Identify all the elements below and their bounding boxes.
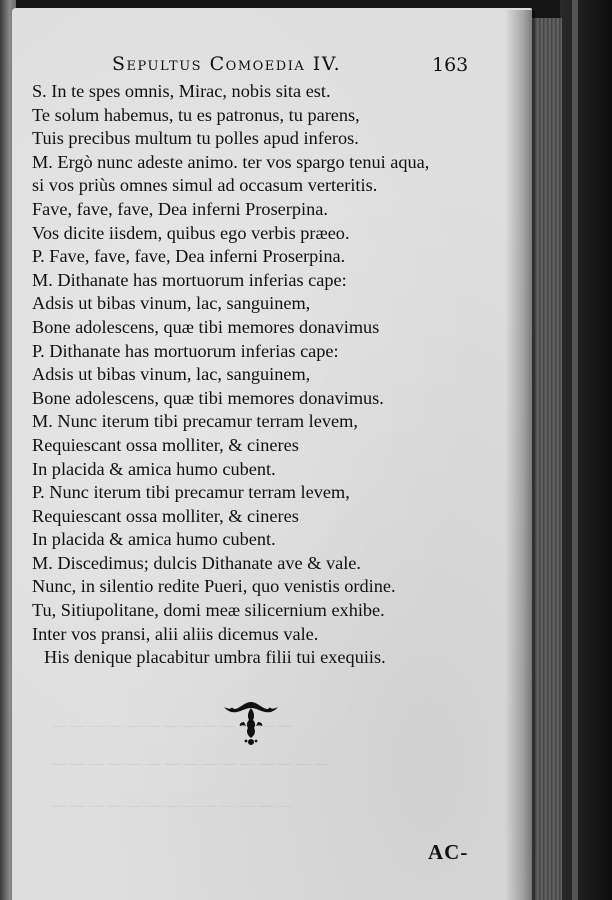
book-cover [560, 0, 612, 900]
text-line: Adsis ut bibas vinum, lac, sanguinem, [32, 293, 311, 314]
text-line: P. Dithanate has mortuorum inferias cape: [32, 340, 339, 361]
verse-text [32, 80, 512, 670]
text-line: M. Dithanate has mortuorum inferias cape: [32, 269, 347, 290]
text-line: Requiescant ossa molliter, & cineres [32, 505, 299, 526]
text-line: M. Nunc iterum tibi precamur terram levem, [32, 411, 358, 432]
text-line: Bone adolescens, quæ tibi memores donavimus [32, 316, 380, 337]
spine-shadow [505, 10, 535, 900]
text-line: In placida & amica humo cubent. [32, 529, 276, 550]
text-line: Tu, Sitiupolitane, domi meæ silicernium exhibe. [32, 600, 385, 621]
text-line: Requiescant ossa molliter, & cineres [32, 434, 299, 455]
text-line: His denique placabitur umbra filii tui exequiis. [44, 647, 386, 668]
text-line: Bone adolescens, quæ tibi memores donavimus. [32, 387, 384, 408]
text-line: Vos dicite iisdem, quibus ego verbis præeo. [32, 222, 350, 243]
text-line: Tuis precibus multum tu polles apud inferos. [32, 128, 359, 149]
page-number: 163 [432, 54, 469, 76]
text-line: Adsis ut bibas vinum, lac, sanguinem, [32, 364, 311, 385]
book-page [12, 8, 532, 900]
page-stack [532, 18, 562, 900]
show-through-text: — — — — — — — — — — — — — [52, 798, 292, 814]
text-line: P. Nunc iterum tibi precamur terram levem, [32, 482, 350, 503]
text-line: Te solum habemus, tu es patronus, tu parens, [32, 104, 360, 125]
text-line: S. In te spes omnis, Mirac, nobis sita est. [32, 81, 331, 101]
text-line: M. Ergò nunc adeste animo. ter vos spargo tenui aqua, [32, 151, 430, 172]
text-line: P. Fave, fave, fave, Dea inferni Proserpina. [32, 246, 346, 267]
text-line: M. Discedimus; dulcis Dithanate ave & vale. [32, 552, 361, 573]
text-line: Fave, fave, fave, Dea inferni Proserpina. [32, 198, 328, 219]
text-line: Inter vos pransi, alii aliis dicemus vale. [32, 623, 319, 644]
running-head: Sepultus Comoedia IV. [112, 53, 342, 75]
catchword: AC- [428, 840, 469, 864]
show-through-text: — — — — — — — — — — — — — [52, 718, 292, 734]
cover-edge [572, 0, 578, 900]
text-line: Nunc, in silentio redite Pueri, quo venistis ordine. [32, 576, 396, 597]
text-line: In placida & amica humo cubent. [32, 458, 276, 479]
text-line: si vos priùs omnes simul ad occasum verteritis. [32, 175, 378, 196]
show-through-text: — — — — — — — — — — — — — — — [52, 756, 330, 772]
